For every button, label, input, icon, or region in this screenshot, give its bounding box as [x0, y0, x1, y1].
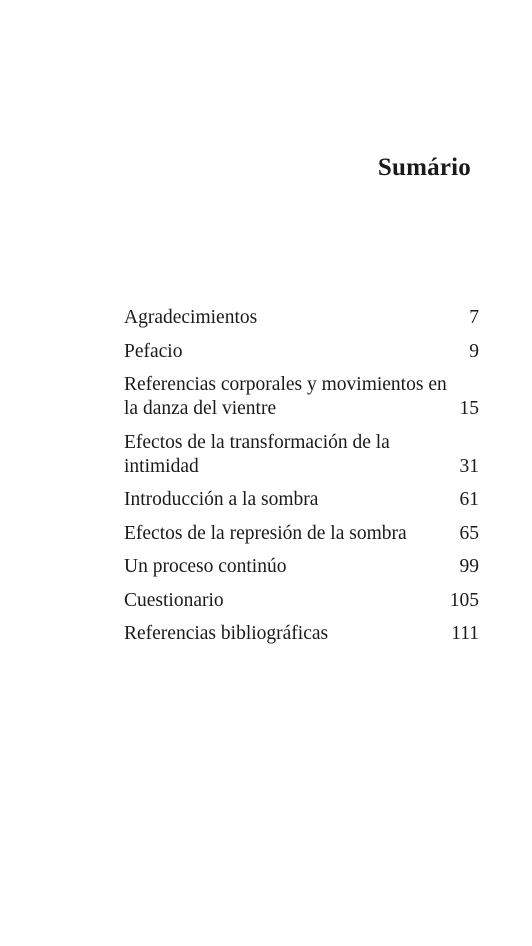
toc-entry-title [124, 431, 460, 479]
toc-page-number: 111 [451, 623, 479, 644]
toc-entry-title-line: intimidad [124, 455, 199, 477]
toc-page-number: 9 [469, 340, 479, 362]
toc-entry-title-line: Pefacio [124, 340, 183, 362]
toc-entry [124, 555, 479, 579]
toc-entry-title [124, 555, 460, 579]
toc-page-number: 61 [459, 489, 479, 510]
toc-entry [124, 622, 479, 646]
toc-entry-title-line: la danza del vientre [124, 398, 277, 419]
toc-entry-title-line: Referencias corporales y movimientos en [124, 374, 447, 395]
toc-page-number: 65 [459, 522, 479, 544]
toc-entry-title [124, 522, 460, 546]
toc-entry-title-line: Referencias bibliográficas [124, 623, 329, 644]
toc-page-number: 31 [459, 455, 479, 477]
toc-entry-title-line: Cuestionario [124, 589, 224, 611]
toc-entry-title [124, 340, 469, 364]
toc-entry [124, 340, 479, 364]
toc-entry-title-line: Efectos de la transformación de la [124, 431, 390, 453]
toc-entry-title-line: Efectos de la represión de la sombra [124, 522, 407, 544]
toc-page-number: 105 [449, 589, 479, 611]
toc-entry-title [124, 589, 450, 613]
toc-entry [124, 431, 479, 479]
toc-entry-title-line: Agradecimientos [124, 307, 258, 328]
toc-page-number: 7 [469, 307, 479, 328]
toc-entry-title-line: Un proceso continúo [124, 556, 287, 577]
toc-entry-title [124, 622, 451, 646]
toc-entry [124, 306, 479, 330]
toc-entry [124, 589, 479, 613]
page-title: Sumário [377, 154, 471, 181]
toc-entry-title-line: Introducción a la sombra [124, 489, 319, 510]
toc-entry [124, 488, 479, 512]
table-of-contents [124, 306, 479, 656]
toc-entry [124, 373, 479, 421]
toc-entry-title [124, 488, 460, 512]
toc-entry-title [124, 306, 469, 330]
toc-page-number: 15 [459, 398, 479, 419]
toc-entry-title [124, 373, 460, 421]
toc-entry [124, 522, 479, 546]
toc-page-number: 99 [459, 556, 479, 577]
